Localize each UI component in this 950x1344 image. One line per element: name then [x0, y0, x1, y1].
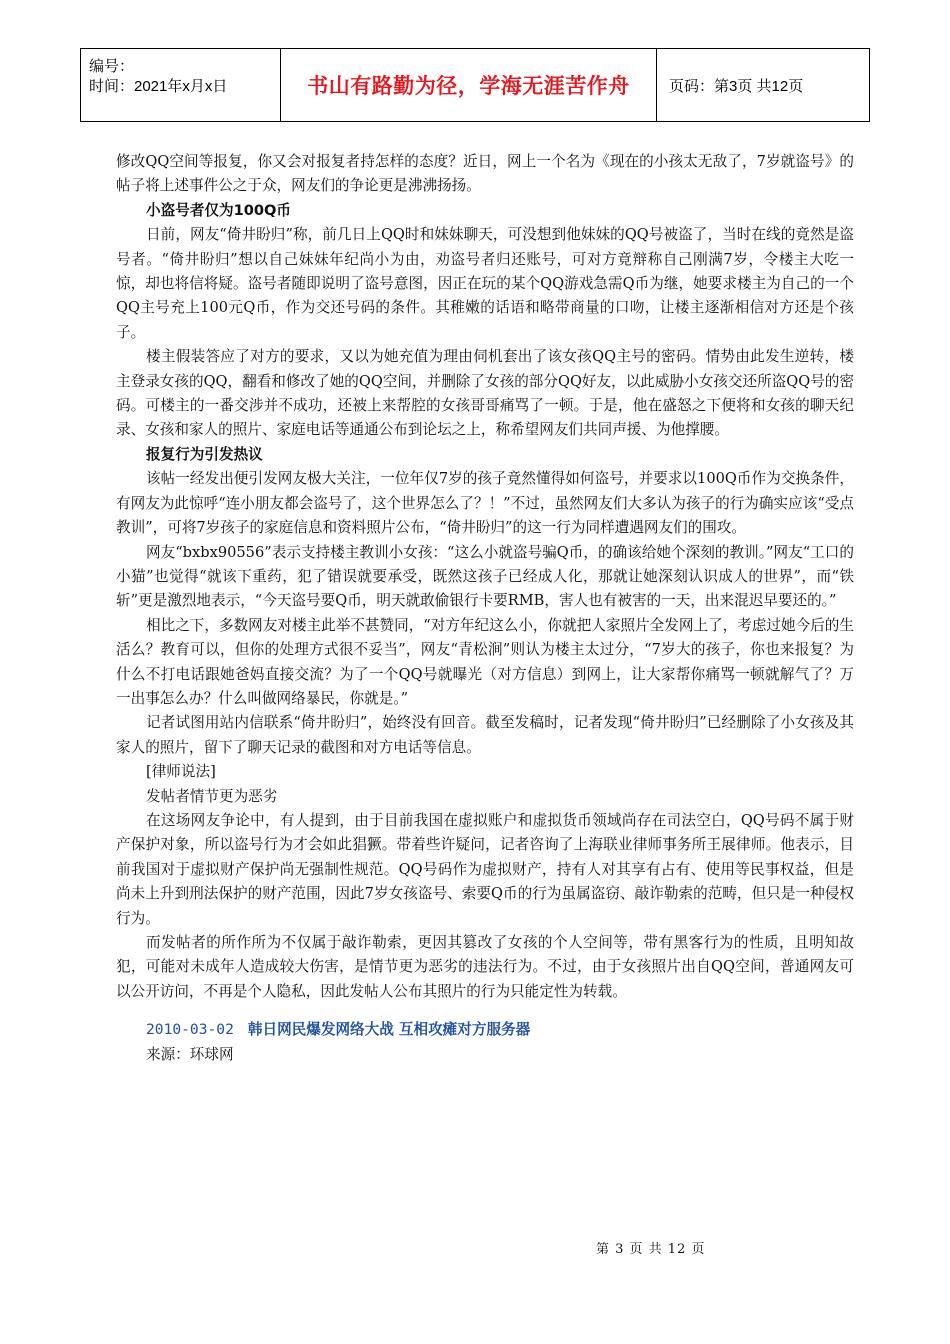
- paragraph: 该帖一经发出便引发网友极大关注，一位年仅7岁的孩子竟然懂得如何盗号，并要求以100Q币作为交换条件，有网友为此惊呼“连小朋友都会盗号了，这个世界怎么了？！”不过，虽然网友们大多认为孩子的行为确实应该“受点教训”，可将7岁孩子的家庭信息和资料照片公布，“倚井盼归”的这一行为同样遭遇网友们的围攻。: [116, 470, 854, 537]
- document-time-label: 时间：2021年x月x日: [89, 78, 228, 95]
- header-page-info: 页码：第3页 共12页: [669, 77, 804, 95]
- paragraph: 相比之下，多数网友对楼主此举不甚赞同，“对方年纪这么小，你就把人家照片全发网上了，考虑过她今后的生活么？教育可以，但你的处理方式很不妥当”，网友“青松涧”则认为楼主太过分，“7岁大的孩子，你也来报复？为什么不打电话跟她爸妈直接交流？为了一个QQ号就曝光（对方信息）到网上，让大家帮你痛骂一顿就解气了？万一出事怎么办？什么叫做网络暴民，你就是。”: [116, 616, 854, 707]
- page-footer: 第 3 页 共 12 页: [596, 1242, 706, 1257]
- news-source: 来源：环球网: [146, 1045, 234, 1063]
- paragraph: 而发帖者的所作所为不仅属于敲诈勒索，更因其篡改了女孩的个人空间等，带有黑客行为的性质，且明知故犯，可能对未成年人造成较大伤害，是情节更为恶劣的违法行为。不过，由于女孩照片出自QQ空间，普通网友可以公开访问，不再是个人隐私，因此发帖人公布其照片的行为只能定性为转载。: [116, 934, 854, 1000]
- news-title: 韩日网民爆发网络大战 互相攻瘫对方服务器: [247, 1021, 531, 1039]
- paragraph: 网友“bxbx90556”表示支持楼主教训小女孩：“这么小就盗号骗Q币，的确该给她个深刻的教训。”网友“工口的小猫”也觉得“就该下重药，犯了错误就要承受，既然这孩子已经成人化，那就让她深刻认识成人的世界”，而“铁斩”更是激烈地表示，“今天盗号要Q币，明天就敢偷银行卡要RMB，害人也有被害的一天，出来混迟早要还的。”: [116, 543, 854, 610]
- header-page-info-cell: [657, 49, 869, 121]
- document-number-label: 编号：: [89, 58, 135, 75]
- header-motto: 书山有路勤为径，学海无涯苦作舟: [307, 74, 630, 98]
- news-date: 2010-03-02: [146, 1021, 234, 1039]
- header-meta-cell: [81, 49, 281, 121]
- article-body: [116, 150, 854, 1067]
- page-header-table: [80, 48, 870, 122]
- paragraph: 在这场网友争论中，有人提到，由于目前我国在虚拟账户和虚拟货币领域尚存在司法空白，QQ号码不属于财产保护对象，所以盗号行为才会如此猖獗。带着些许疑问，记者咨询了上海联业律师事务所王展律师。他表示，目前我国对于虚拟财产保护尚无强制性规范。QQ号码作为虚拟财产，持有人对其享有占有、使用等民事权益，但是尚未上升到刑法保护的财产范围，因此7岁女孩盗号、索要Q币的行为虽属盗窃、敲诈勒索的范畴，但只是一种侵权行为。: [116, 811, 854, 927]
- news-headline[interactable]: [116, 1018, 854, 1042]
- paragraph: 记者试图用站内信联系“倚井盼归”，始终没有回音。截至发稿时，记者发现“倚井盼归”已经删除了小女孩及其家人的照片，留下了聊天记录的截图和对方电话等信息。: [116, 714, 854, 756]
- section-heading: 报复行为引发热议: [146, 445, 263, 463]
- lawyer-section-subtitle: 发帖者情节更为恶劣: [146, 787, 278, 805]
- paragraph: 日前，网友“倚井盼归”称，前几日上QQ时和妹妹聊天，可没想到他妹妹的QQ号被盗了，当时在线的竟然是盗号者。“倚井盼归”想以自己妹妹年纪尚小为由，劝盗号者归还账号，可对方竟辩称自己刚满7岁，令楼主大吃一惊，却也将信将疑。盗号者随即说明了盗号意图，因正在玩的某个QQ游戏急需Q币为继，她要求楼主为自己的一个QQ主号充上100元Q币，作为交还号码的条件。其稚嫩的话语和略带商量的口吻，让楼主逐渐相信对方还是个孩子。: [116, 226, 854, 341]
- paragraph: 楼主假装答应了对方的要求，又以为她充值为理由伺机套出了该女孩QQ主号的密码。情势由此发生逆转，楼主登录女孩的QQ，翻看和修改了她的QQ空间，并删除了女孩的部分QQ好友，以此威胁小女孩交还所盗QQ号的密码。可楼主的一番交涉并不成功，还被上来帮腔的女孩哥哥痛骂了一顿。于是，他在盛怒之下便将和女孩的聊天纪录、女孩和家人的照片、家庭电话等通通公布到论坛之上，称希望网友们共同声援、为他撑腰。: [116, 348, 854, 439]
- header-motto-cell: [281, 49, 657, 121]
- section-heading: 小盗号者仅为100Q币: [146, 201, 292, 219]
- paragraph: 修改QQ空间等报复，你又会对报复者持怎样的态度？近日，网上一个名为《现在的小孩太无敌了，7岁就盗号》的帖子将上述事件公之于众，网友们的争论更是沸沸扬扬。: [116, 153, 854, 195]
- lawyer-section-label: [律师说法]: [146, 763, 216, 781]
